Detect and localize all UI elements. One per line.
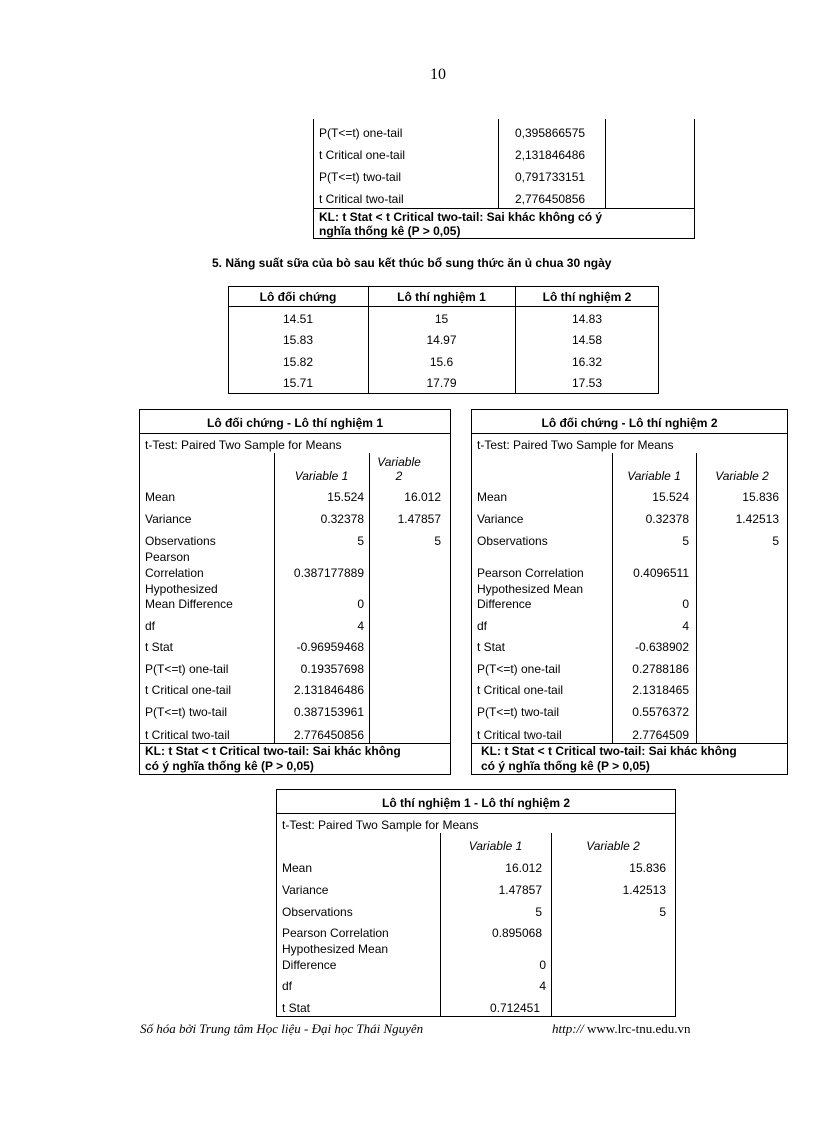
ttest-left-row-label: Correlation xyxy=(145,566,204,580)
ttest-right-row-v1: -0.638902 xyxy=(634,640,689,654)
ttest-right-row-v1: 5 xyxy=(682,534,689,548)
ttest-bottom-var2: Variable 2 xyxy=(586,839,640,853)
ttest-left-row-v2: 16.012 xyxy=(404,490,441,504)
top-row-value: 0,791733151 xyxy=(515,170,586,184)
ttest-bottom-row-v2: 15.836 xyxy=(629,861,666,875)
ttest-bottom-title: Lô thí nghiệm 1 - Lô thí nghiệm 2 xyxy=(382,796,570,810)
ttest-right-row-v1: 0.4096511 xyxy=(633,566,689,580)
ttest-bottom-row-label: Difference xyxy=(282,958,337,972)
ttest-left-row-label: t Critical one-tail xyxy=(145,683,232,697)
ttest-bottom-row-v2: 5 xyxy=(659,905,666,919)
ttest-left-subtitle: t-Test: Paired Two Sample for Means xyxy=(145,438,342,452)
ttest-left-row-v1: 0.19357698 xyxy=(300,662,364,676)
ttest-bottom-row-label: t Stat xyxy=(282,1001,311,1015)
ttest-left-conclusion: có ý nghĩa thống kê (P > 0,05) xyxy=(145,759,314,773)
yield-cell: 15 xyxy=(434,312,449,326)
ttest-right-row-label: t Stat xyxy=(477,640,506,654)
ttest-left-row-v1: 5 xyxy=(357,534,364,548)
ttest-bottom-row-v1: 5 xyxy=(535,905,542,919)
ttest-right-row-label: t Critical one-tail xyxy=(477,683,564,697)
ttest-left-row-v1: 0 xyxy=(357,597,364,611)
ttest-right-row-v2: 15.836 xyxy=(742,490,779,504)
ttest-right-row-v1: 4 xyxy=(682,619,689,633)
ttest-left-row-label: Pearson xyxy=(145,550,190,564)
ttest-right-row-label: Difference xyxy=(477,597,532,611)
top-row-label: P(T<=t) one-tail xyxy=(319,126,403,140)
ttest-left-row-label: Mean xyxy=(145,490,176,504)
ttest-bottom-row-v1: 16.012 xyxy=(505,861,542,875)
yield-header: Lô thí nghiệm 1 xyxy=(397,290,486,304)
ttest-right-row-label: P(T<=t) two-tail xyxy=(477,705,560,719)
top-row-value: 0,395866575 xyxy=(515,126,586,140)
ttest-left-row-v1: 0.32378 xyxy=(320,512,364,526)
ttest-bottom-row-label: Variance xyxy=(282,883,329,897)
ttest-left-title: Lô đối chứng - Lô thí nghiệm 1 xyxy=(206,416,383,430)
ttest-bottom-var1: Variable 1 xyxy=(468,839,523,853)
ttest-bottom-row-label: Mean xyxy=(282,861,313,875)
ttest-bottom-row-v1: 4 xyxy=(539,979,546,993)
ttest-right-title: Lô đối chứng - Lô thí nghiệm 2 xyxy=(541,416,718,430)
ttest-left-row-label: Hypothesized xyxy=(145,582,218,596)
footer-url[interactable] xyxy=(552,1021,691,1037)
ttest-left-row-v1: 0.387153961 xyxy=(293,705,364,719)
ttest-right-row-label: Variance xyxy=(477,512,524,526)
ttest-left-row-v1: 0.387177889 xyxy=(293,566,364,580)
ttest-right-row-v2: 1.42513 xyxy=(735,512,779,526)
top-conclusion-line1: KL: t Stat < t Critical two-tail: Sai khác không có ý xyxy=(319,210,603,224)
yield-cell: 17.53 xyxy=(571,376,603,390)
section-heading: 5. Năng suất sữa của bò sau kết thúc bổ sung thức ăn ủ chua 30 ngày xyxy=(212,256,612,270)
ttest-bottom-row-v1: 0 xyxy=(539,958,546,972)
top-conclusion-line2: nghĩa thống kê (P > 0,05) xyxy=(319,224,461,238)
ttest-bottom-row-label: df xyxy=(282,979,293,993)
ttest-right-var1: Variable 1 xyxy=(627,469,681,483)
ttest-right-row-label: Hypothesized Mean xyxy=(477,582,584,596)
yield-cell: 15.6 xyxy=(429,355,454,369)
ttest-left-row-v2: 5 xyxy=(434,534,441,548)
ttest-left-row-v1: -0.96959468 xyxy=(296,640,364,654)
ttest-right-row-label: df xyxy=(477,619,488,633)
ttest-bottom-row-label: Hypothesized Mean xyxy=(282,942,389,956)
ttest-right-row-v1: 2.1318465 xyxy=(632,683,689,697)
ttest-left-row-label: t Critical two-tail xyxy=(145,728,230,742)
ttest-left-row-v1: 4 xyxy=(357,619,364,633)
ttest-left-row-label: t Stat xyxy=(145,640,174,654)
footer-url-prefix: http:// xyxy=(552,1021,584,1036)
top-row-label: t Critical one-tail xyxy=(319,148,406,162)
ttest-bottom-row-v1: 1.47857 xyxy=(498,883,542,897)
page-number: 10 xyxy=(430,66,446,83)
ttest-bottom-row-label: Pearson Correlation xyxy=(282,926,389,940)
ttest-right-row-label: P(T<=t) one-tail xyxy=(477,662,561,676)
ttest-right-row-v2: 5 xyxy=(772,534,779,548)
ttest-right-row-label: t Critical two-tail xyxy=(477,728,562,742)
top-row-value: 2,776450856 xyxy=(515,192,586,206)
ttest-right-row-v1: 0.2788186 xyxy=(632,662,689,676)
yield-cell: 14.51 xyxy=(282,312,314,326)
ttest-left-row-label: df xyxy=(145,619,156,633)
yield-cell: 14.83 xyxy=(571,312,603,326)
ttest-left-row-label: P(T<=t) one-tail xyxy=(145,662,229,676)
ttest-right-conclusion: KL: t Stat < t Critical two-tail: Sai khác không xyxy=(481,744,737,758)
ttest-right-var2: Variable 2 xyxy=(715,469,769,483)
ttest-left-var1: Variable 1 xyxy=(294,469,349,483)
footer-url-domain: www.lrc-tnu.edu.vn xyxy=(583,1021,691,1036)
ttest-bottom-subtitle: t-Test: Paired Two Sample for Means xyxy=(282,818,479,832)
ttest-right-row-v1: 0 xyxy=(682,597,689,611)
yield-cell: 14.58 xyxy=(571,333,603,347)
ttest-left-row-v1: 15.524 xyxy=(327,490,364,504)
yield-header: Lô thí nghiệm 2 xyxy=(542,290,632,304)
ttest-right-row-v1: 0.32378 xyxy=(645,512,689,526)
yield-cell: 15.83 xyxy=(282,333,314,347)
ttest-left-row-v2: 1.47857 xyxy=(397,512,441,526)
top-row-value: 2,131846486 xyxy=(515,148,586,162)
yield-cell: 15.82 xyxy=(282,355,314,369)
ttest-left-row-label: Mean Difference xyxy=(145,597,233,611)
ttest-right-row-label: Observations xyxy=(477,534,548,548)
ttest-left-row-label: P(T<=t) two-tail xyxy=(145,705,228,719)
top-row-label: t Critical two-tail xyxy=(319,192,404,206)
ttest-right-row-v1: 0.5576372 xyxy=(632,705,689,719)
ttest-right-row-label: Pearson Correlation xyxy=(477,566,584,580)
ttest-left-row-label: Variance xyxy=(145,512,192,526)
ttest-right-subtitle: t-Test: Paired Two Sample for Means xyxy=(477,438,674,452)
ttest-bottom-row-v1: 0.895068 xyxy=(491,926,542,940)
ttest-right-row-v1: 2.7764509 xyxy=(632,728,689,742)
ttest-left-var2-line1: Variable xyxy=(377,455,421,469)
yield-cell: 17.79 xyxy=(426,376,457,390)
yield-cell: 14.97 xyxy=(426,333,457,347)
ttest-right-conclusion: có ý nghĩa thống kê (P > 0,05) xyxy=(481,759,650,773)
ttest-bottom-row-v1: 0.712451 xyxy=(489,1001,540,1015)
ttest-bottom-row-label: Observations xyxy=(282,905,353,919)
yield-cell: 15.71 xyxy=(282,376,314,390)
ttest-bottom-row-v2: 1.42513 xyxy=(622,883,666,897)
ttest-left-var2-line2: 2 xyxy=(395,469,403,483)
ttest-left-row-v1: 2.776450856 xyxy=(293,728,364,742)
top-row-label: P(T<=t) two-tail xyxy=(319,170,402,184)
ttest-left-conclusion: KL: t Stat < t Critical two-tail: Sai khác không xyxy=(145,744,401,758)
ttest-left-row-label: Observations xyxy=(145,534,216,548)
footer-source: Số hóa bởi Trung tâm Học liệu - Đại học Thái Nguyên xyxy=(140,1021,424,1036)
ttest-right-row-label: Mean xyxy=(477,490,508,504)
yield-cell: 16.32 xyxy=(571,355,603,369)
ttest-left-row-v1: 2.131846486 xyxy=(293,683,364,697)
ttest-right-row-v1: 15.524 xyxy=(652,490,689,504)
yield-header: Lô đối chứng xyxy=(259,290,337,304)
